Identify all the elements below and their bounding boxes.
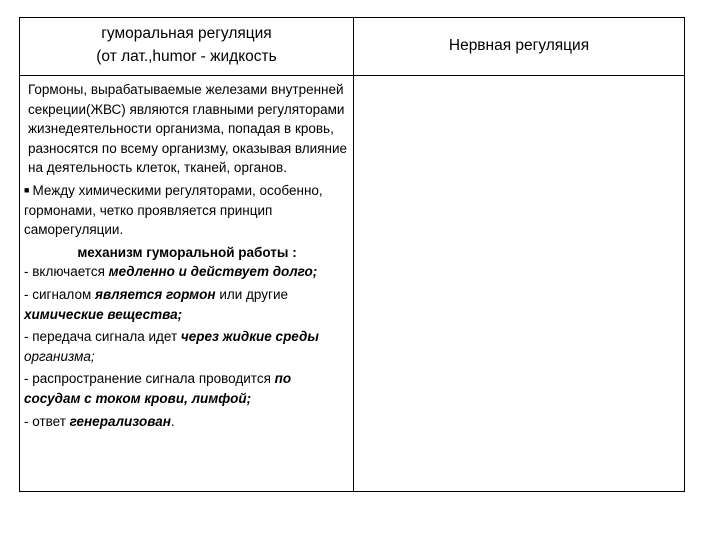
nervous-description [354,76,684,491]
item-italic: организма; [24,348,95,364]
item-text: или другие [215,286,288,302]
item-text: - ответ [24,413,70,429]
hormones-paragraph: Гормоны, вырабатываемые железами внутренней секреции(ЖВС) являются главными регуляторами жизнедеятельности организма, попадая в кровь, разносятся по всему организму, оказывая влияние на деятельность клеток, тканей, органов. [28,82,348,176]
square-bullet-icon: ■ [24,184,30,195]
list-item [24,327,350,366]
header-nervous [354,18,684,75]
item-text: . [170,413,175,429]
item-emphasis: через жидкие среды [180,329,319,345]
item-text: - включается [24,264,109,280]
header-nervous-title: Нервная регуляция [448,37,590,54]
item-text: - передача сигнала идет [24,329,181,345]
list-item [24,369,350,408]
item-emphasis: химические вещества; [24,306,183,322]
item-emphasis: генерализован [69,413,171,429]
humoral-description [24,80,350,490]
item-emphasis: медленно и действует долго; [108,264,318,280]
self-regulation-text: Между химическими регуляторами, особенно, гормонами, четко проявляется принцип саморегуляции. [24,182,323,238]
item-text: - сигналом [24,286,95,302]
header-humoral-title: гуморальная регуляция [101,25,272,42]
list-item [24,262,350,282]
item-emphasis: по сосудам с током крови, лимфой; [24,371,292,406]
mechanism-title: механизм гуморальной работы : [77,244,297,260]
item-text: - распространение сигнала проводится [24,371,275,387]
item-emphasis: является гормон [95,286,216,302]
list-item [24,285,350,324]
header-humoral [20,18,353,75]
self-regulation-paragraph [24,181,350,240]
header-humoral-subtitle: (от лат.,humor - жидкость [96,48,277,65]
list-item [24,412,350,432]
